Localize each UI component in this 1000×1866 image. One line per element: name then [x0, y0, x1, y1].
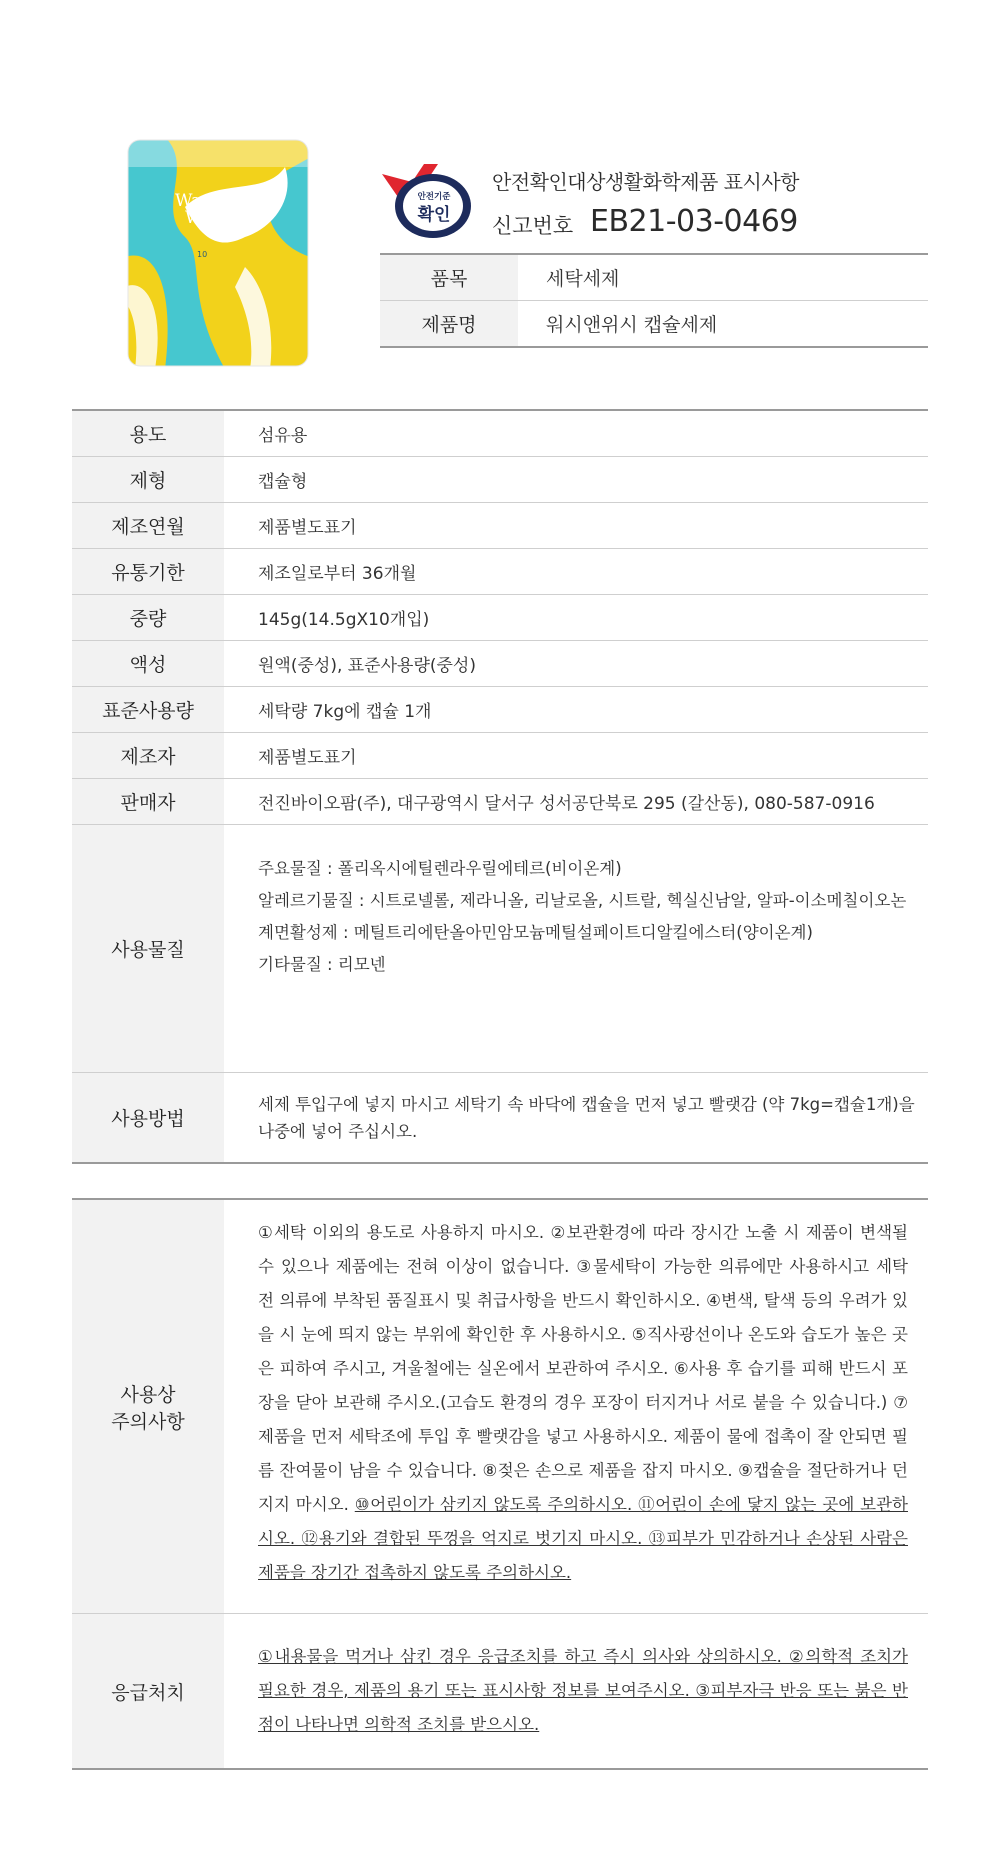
row-value: 섬유용: [258, 426, 308, 446]
mark-top-text: 안전기준: [417, 192, 451, 202]
row-label: 액성: [72, 641, 224, 686]
row-label: 용도: [72, 411, 224, 456]
table-row: [72, 640, 928, 686]
caution-label-line1: 사용상: [120, 1383, 176, 1406]
row-value: 제품별도표기: [258, 748, 357, 768]
table-row: [72, 411, 928, 456]
row-label: 제조자: [72, 733, 224, 778]
product-brand: [175, 193, 236, 227]
table-row: [72, 594, 928, 640]
product-brand-line1: Wash: [175, 191, 221, 211]
table-row: [72, 456, 928, 502]
caution-plain-text: ①세탁 이외의 용도로 사용하지 마시오. ②보관환경에 따라 장시간 노출 시 제품이 변색될 수 있으나 제품에는 전혀 이상이 없습니다. ③물세탁이 가능한 의류에만 사용하시고 세탁 전 의류에 부착된 품질표시 및 취급사항을 반드시 확인하시오. ④변색, 탈색 등의 우려가 있을 시 눈에 띄지 않는 부위에 확인한 후 사용하시오. ⑤직사광선이나 온도와 습도가 높은 곳은 피하여 주시고, 겨울철에는 실온에서 보관하여 주시오. ⑥사용 후 습기를 피해 반드시 포장을 닫아 보관해 주시오.(고습도 환경의 경우 포장이 터지거나 서로 붙을 수 있습니다.) ⑦제품을 먼저 세탁조에 투입 후 빨랫감을 넣고 사용하시오. 제품이 물에 접촉이 잘 안되면 필름 잔여물이 남을 수 있습니다. ⑧젖은 손으로 제품을 잡지 마시오. ⑨캡슐을 절단하거나 던지지 마시오.: [258, 1223, 908, 1514]
report-number-label: 신고번호: [492, 214, 574, 238]
row-label: 표준사용량: [72, 687, 224, 732]
row-label: 사용물질: [72, 825, 224, 1072]
row-value: 제조일로부터 36개월: [258, 564, 417, 584]
row-label: 제품명: [380, 301, 518, 346]
table-row-caution: [72, 1200, 928, 1613]
row-label: 제조연월: [72, 503, 224, 548]
safety-check-mark: [378, 160, 474, 244]
caution-label-line2: 주의사항: [111, 1410, 185, 1433]
row-label: 품목: [380, 255, 518, 300]
table-row-method: [72, 1072, 928, 1162]
emergency-paragraph: [258, 1640, 920, 1742]
mark-bottom-text: 확인: [417, 205, 451, 225]
emergency-underlined-text: ①내용물을 먹거나 삼킨 경우 응급조치를 하고 즉시 의사와 상의하시오. ②의학적 조치가 필요한 경우, 제품의 용기 또는 표시사항 정보를 보여주시오. ③피부자극 반응 또는 붉은 반점이 나타나면 의학적 조치를 받으시오.: [258, 1647, 908, 1734]
table-row: [72, 502, 928, 548]
row-label: 응급처치: [72, 1614, 224, 1768]
product-image: [125, 137, 311, 369]
caution-paragraph: [258, 1216, 920, 1590]
row-label: 판매자: [72, 779, 224, 824]
table-row: [72, 686, 928, 732]
product-info-table: [380, 253, 928, 348]
row-label: [72, 1200, 224, 1613]
row-value: 워시앤위시 캡슐세제: [546, 314, 718, 336]
table-row: [72, 732, 928, 778]
row-label: 제형: [72, 457, 224, 502]
method-text: 세제 투입구에 넣지 마시고 세탁기 속 바닥에 캡슐을 먼저 넣고 빨랫감 (약 7kg=캡슐1개)을 나중에 넣어 주십시오.: [258, 1094, 915, 1141]
caution-underlined-text: ⑩어린이가 삼키지 않도록 주의하시오. ⑪어린이 손에 닿지 않는 곳에 보관하시오. ⑫용기와 결합된 뚜껑을 억지로 벗기지 마시오. ⑬피부가 민감하거나 손상된 사람은 제품을 장기간 접촉하지 않도록 주의하시오.: [258, 1495, 908, 1582]
label-title: 안전확인대상생활화학제품 표시사항: [492, 170, 799, 194]
row-value: 캡슐형: [258, 472, 308, 492]
table-row: [72, 778, 928, 824]
product-count: 10: [197, 250, 208, 259]
row-value: 전진바이오팜(주), 대구광역시 달서구 성서공단북로 295 (갈산동), 080-587-0916: [258, 794, 875, 814]
table-row: [72, 548, 928, 594]
row-value: 세탁량 7kg에 캡슐 1개: [258, 702, 432, 722]
ingredient-line: 주요물질 : 폴리옥시에틸렌라우릴에테르(비이온계): [258, 859, 622, 878]
table-row-ingredients: [72, 824, 928, 1072]
ingredient-line: 기타물질 : 리모넨: [258, 955, 386, 974]
ingredients-list: [224, 825, 928, 1072]
row-label: 중량: [72, 595, 224, 640]
table-row: [380, 255, 928, 300]
product-brand-amp: &: [220, 191, 236, 211]
emergency-text: [224, 1614, 928, 1768]
row-value: 145g(14.5gX10개입): [258, 610, 430, 630]
report-number: EB21-03-0469: [590, 204, 798, 239]
row-label: 유통기한: [72, 549, 224, 594]
table-row: [380, 300, 928, 346]
caution-table: [72, 1198, 928, 1770]
spec-table: [72, 409, 928, 1164]
row-value: 제품별도표기: [258, 518, 357, 538]
row-value: 세탁세제: [546, 268, 620, 290]
row-label: 사용방법: [72, 1073, 224, 1162]
product-brand-line2: Wish: [185, 208, 228, 228]
table-row-emergency: [72, 1613, 928, 1768]
caution-text: [224, 1200, 928, 1613]
ingredient-line: 계면활성제 : 메틸트리에탄올아민암모늄메틸설페이트디알킬에스터(양이온계): [258, 923, 813, 942]
ingredient-line: 알레르기물질 : 시트로넬롤, 제라니올, 리날로올, 시트랄, 헥실신남알, 알파-이소메칠이오논: [258, 891, 907, 910]
row-value: 원액(중성), 표준사용량(중성): [258, 656, 476, 676]
